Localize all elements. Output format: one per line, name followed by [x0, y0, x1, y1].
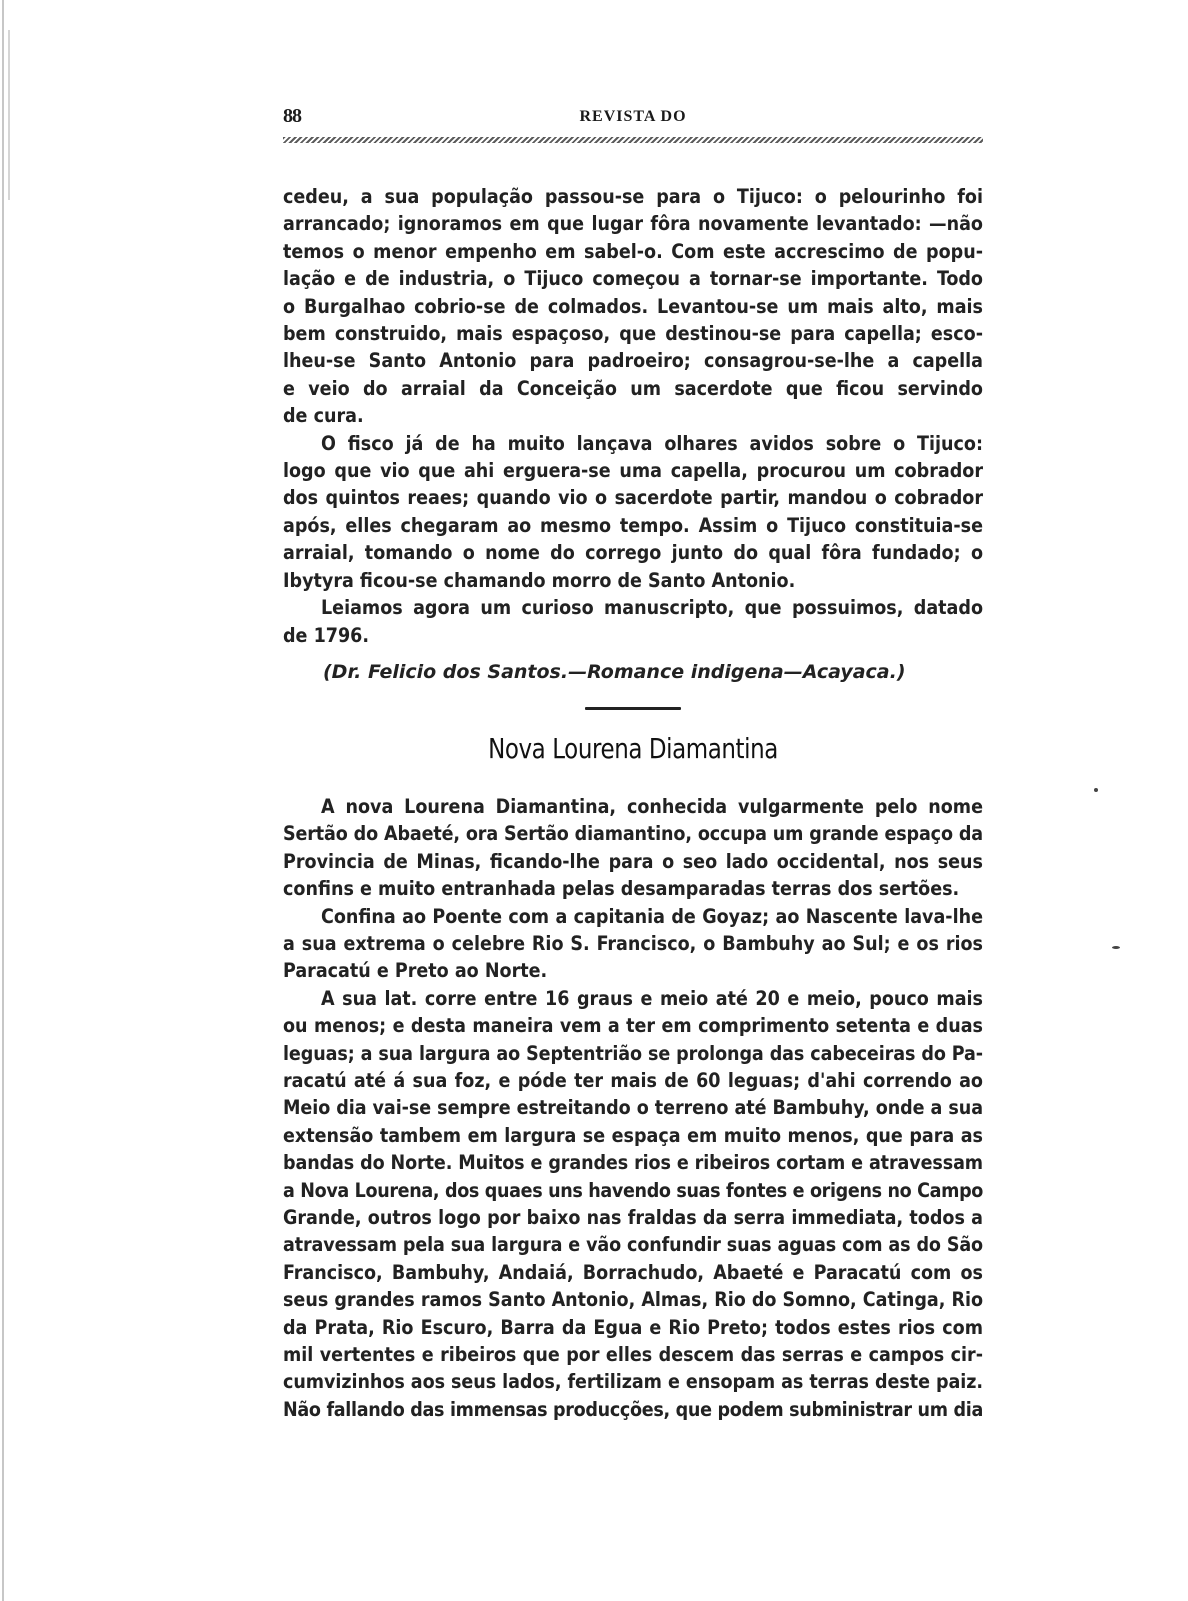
text-line: A nova Lourena Diamantina, conhecida vulgarmente pelo nome — [321, 794, 983, 818]
text-line: Provincia de Minas, ficando-lhe para o seo lado occidental, nos seus — [283, 849, 983, 873]
text-line: leguas; a sua largura ao Septentrião se prolonga das cabeceiras do Pa- — [283, 1041, 983, 1065]
text-line: temos o menor empenho em sabel-o. Com este accrescimo de popu- — [283, 239, 983, 263]
text-line: de 1796. — [283, 623, 370, 647]
text-line: Grande, outros logo por baixo nas fraldas da serra immediata, todos a — [283, 1206, 983, 1229]
scan-speck — [1094, 788, 1098, 792]
text-line: a Nova Lourena, dos quaes uns havendo suas fontes e origens no Campo — [283, 1178, 983, 1202]
paragraph — [283, 793, 983, 903]
text-line: ou menos; e desta maneira vem a ter em comprimento setenta e duas — [283, 1014, 983, 1038]
text-line: após, elles chegaram ao mesmo tempo. Assim o Tijuco constituia-se — [283, 513, 983, 537]
article-title: Nova Lourena Diamantina — [488, 731, 778, 765]
text-line: lheu-se Santo Antonio para padroeiro; consagrou-se-lhe a capella — [283, 349, 983, 373]
text-line: Confina ao Poente com a capitania de Goyaz; ao Nascente lava-lhe — [321, 904, 983, 928]
text-line: arraial, tomando o nome do corrego junto do qual fôra fundado; o — [283, 541, 983, 565]
text-line: mil vertentes e ribeiros que por elles descem das serras e campos cir- — [283, 1343, 983, 1367]
scan-edge-line — [8, 30, 10, 200]
document-page — [283, 105, 983, 1423]
text-line: Sertão do Abaeté, ora Sertão diamantino, occupa um grande espaço da — [283, 822, 983, 846]
running-title: REVISTA DO — [579, 108, 687, 125]
text-line: atravessam pela sua largura e vão confundir suas aguas com as do São — [283, 1233, 983, 1257]
continuation-text — [283, 183, 983, 649]
scan-speck — [1112, 946, 1120, 949]
paragraph — [283, 985, 983, 1424]
text-line: cedeu, a sua população passou-se para o Tijuco: o pelourinho foi — [283, 185, 983, 208]
text-line: de cura. — [283, 404, 364, 428]
paragraph — [283, 903, 983, 985]
text-line: O fisco já de ha muito lançava olhares avidos sobre o Tijuco: — [321, 431, 983, 455]
text-line: bem construido, mais espaçoso, que destinou-se para capella; esco- — [283, 322, 983, 346]
text-line: Paracatú e Preto ao Norte. — [283, 959, 548, 983]
text-line: extensão tambem em largura se espaça em muito menos, que para as — [283, 1123, 983, 1147]
header-rule — [283, 137, 983, 143]
text-line: o Burgalhao cobrio-se de colmados. Levantou-se um mais alto, mais — [283, 294, 983, 318]
text-line: Meio dia vai-se sempre estreitando o terreno até Bambuhy, onde a sua — [283, 1096, 983, 1120]
text-line: a sua extrema o celebre Rio S. Francisco, o Bambuhy ao Sul; e os rios — [283, 931, 983, 955]
text-line: Não fallando das immensas producções, que podem subministrar um dia — [283, 1397, 983, 1421]
text-line: logo que vio que ahi erguera-se uma capella, procurou um cobrador — [283, 459, 983, 483]
text-line: Leiamos agora um curioso manuscripto, que possuimos, datado — [321, 596, 983, 620]
paragraph — [283, 430, 983, 594]
paragraph — [283, 594, 983, 649]
text-line: seus grandes ramos Santo Antonio, Almas, Rio do Somno, Catinga, Rio — [283, 1288, 983, 1312]
text-line: A sua lat. corre entre 16 graus e meio até 20 e meio, pouco mais — [321, 986, 983, 1010]
text-line: dos quintos reaes; quando vio o sacerdote partir, mandou o cobrador — [283, 486, 983, 510]
citation: (Dr. Felicio dos Santos.—Romance indigena—Acayaca.) — [323, 660, 906, 683]
text-line: arrancado; ignoramos em que lugar fôra novamente levantado: —não — [283, 212, 983, 236]
text-line: da Prata, Rio Escuro, Barra da Egua e Rio Preto; todos estes rios com — [283, 1315, 983, 1339]
text-line: e veio do arraial da Conceição um sacerdote que ficou servindo — [283, 376, 983, 400]
text-line: lação e de industria, o Tijuco começou a tornar-se importante. Todo — [283, 267, 983, 291]
text-line: racatú até á sua foz, e póde ter mais de 60 leguas; d'ahi correndo ao — [283, 1068, 983, 1092]
text-line: Francisco, Bambuhy, Andaiá, Borrachudo, Abaeté e Paracatú com os — [283, 1260, 983, 1284]
text-line: Ibytyra ficou-se chamando morro de Santo Antonio. — [283, 568, 796, 592]
page-header — [283, 105, 983, 131]
paragraph — [283, 183, 983, 430]
article-body — [283, 793, 983, 1423]
page-number: 88 — [283, 105, 301, 127]
text-line: cumvizinhos aos seus lados, fertilizam e ensopam as terras deste paiz. — [283, 1370, 983, 1394]
section-divider — [585, 707, 681, 710]
scan-edge-line — [2, 0, 4, 1601]
text-line: confins e muito entranhada pelas desamparadas terras dos sertões. — [283, 877, 960, 901]
text-line: bandas do Norte. Muitos e grandes rios e ribeiros cortam e atravessam — [283, 1151, 983, 1175]
